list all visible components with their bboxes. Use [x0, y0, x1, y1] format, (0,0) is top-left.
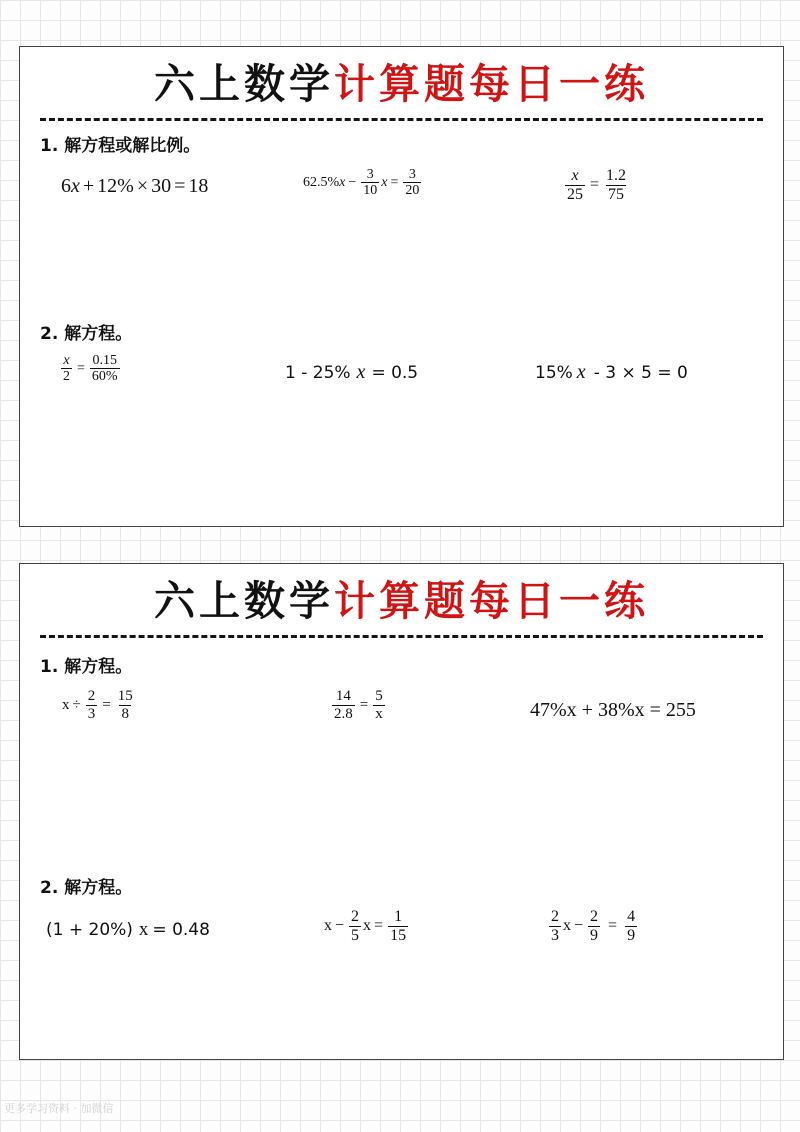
numerator: 3	[366, 167, 374, 182]
fraction	[604, 167, 628, 203]
eq-term: = 0.48	[152, 920, 210, 940]
equation-1b	[330, 688, 387, 722]
fraction	[549, 908, 561, 944]
denominator: 10	[363, 183, 378, 199]
fraction	[588, 908, 600, 944]
numerator: 2	[590, 908, 599, 925]
eq-variable: x	[324, 917, 332, 935]
eq-variable: x	[381, 174, 388, 190]
fraction	[332, 688, 355, 722]
eq-operator: =	[608, 917, 618, 935]
eq-operator: =	[77, 360, 85, 376]
denominator: 9	[590, 926, 599, 944]
numerator: x	[571, 167, 579, 184]
eq-term: 62.5%	[303, 174, 340, 190]
numerator: 15	[117, 688, 133, 704]
equation-1c	[530, 699, 696, 722]
numerator: 0.15	[92, 353, 117, 368]
eq-operator: ×	[136, 175, 149, 197]
fraction	[373, 688, 385, 722]
eq-variable: x	[576, 361, 586, 383]
eq-variable: x	[62, 696, 70, 713]
equation-2c	[547, 908, 639, 944]
eq-variable: x	[563, 917, 571, 935]
numerator: 2	[551, 908, 559, 925]
fraction	[61, 353, 72, 385]
section-1-label: 1. 解方程。	[40, 657, 133, 677]
fraction	[90, 353, 120, 385]
fraction	[349, 908, 361, 944]
fraction	[361, 167, 379, 199]
eq-operator: −	[335, 917, 345, 935]
equation-1a	[62, 688, 137, 722]
denominator: 3	[551, 926, 559, 944]
eq-term: - 3 × 5 = 0	[593, 362, 688, 383]
numerator: 2	[351, 908, 360, 925]
fraction	[565, 167, 585, 203]
equation-1a	[61, 175, 208, 198]
eq-term: 47%x + 38%x = 255	[530, 699, 696, 721]
numerator: 2	[87, 688, 96, 704]
denominator: 3	[87, 705, 96, 722]
eq-operator: =	[359, 696, 369, 713]
denominator: 2	[63, 369, 70, 385]
eq-variable: x	[138, 919, 149, 940]
eq-variable: x	[363, 917, 372, 935]
title-red-part: 计算题每日一练	[334, 60, 649, 108]
eq-operator: −	[348, 174, 357, 190]
eq-variable: x	[339, 174, 346, 190]
worksheet-title	[20, 59, 783, 109]
eq-variable: x	[71, 175, 80, 197]
eq-term: 18	[188, 175, 209, 197]
eq-operator: =	[374, 917, 384, 935]
fraction	[86, 688, 98, 722]
numerator: 1	[394, 908, 403, 925]
denominator: 8	[121, 705, 129, 722]
numerator: 4	[627, 908, 636, 925]
equation-2a	[59, 353, 122, 385]
fraction	[388, 908, 408, 944]
dashed-divider	[40, 118, 763, 121]
equation-1b	[303, 167, 423, 199]
denominator: 5	[351, 926, 360, 944]
watermark-text: 更多学习资料 · 加微信	[4, 1102, 114, 1115]
title-red-part: 计算题每日一练	[334, 577, 649, 625]
eq-term: (1 + 20%)	[46, 920, 133, 940]
eq-term: 1 - 25%	[285, 362, 351, 383]
eq-term: = 0.5	[371, 362, 419, 383]
eq-operator: =	[174, 175, 186, 197]
section-2-label: 2. 解方程。	[40, 324, 133, 344]
denominator: 2.8	[334, 705, 353, 722]
eq-term: 30	[151, 175, 172, 197]
equation-2b	[285, 361, 418, 384]
title-black-part: 六上数学	[154, 60, 334, 108]
fraction	[625, 908, 637, 944]
equation-2c	[535, 361, 688, 384]
section-1-label: 1. 解方程或解比例。	[40, 136, 201, 156]
denominator: 60%	[91, 369, 118, 385]
denominator: 25	[567, 185, 583, 203]
denominator: 15	[390, 926, 407, 944]
eq-operator: =	[390, 174, 399, 190]
denominator: 75	[608, 185, 625, 203]
numerator: 5	[375, 688, 383, 704]
eq-operator: −	[574, 917, 584, 935]
denominator: 9	[627, 926, 636, 944]
eq-operator: +	[82, 175, 95, 197]
numerator: 1.2	[606, 167, 627, 184]
fraction	[403, 167, 421, 199]
eq-operator: =	[590, 176, 600, 194]
eq-operator: ÷	[72, 696, 81, 713]
dashed-divider	[40, 635, 763, 638]
eq-term: 6	[61, 175, 71, 197]
fraction	[116, 688, 135, 722]
section-2-label: 2. 解方程。	[40, 878, 133, 898]
eq-variable: x	[356, 361, 366, 383]
equation-2a	[46, 919, 210, 941]
eq-term: 15%	[535, 362, 573, 383]
equation-2b	[324, 908, 410, 944]
denominator: 20	[405, 183, 420, 199]
equation-1c	[563, 167, 630, 203]
numerator: x	[63, 353, 70, 368]
eq-term: 12%	[97, 175, 134, 197]
title-black-part: 六上数学	[154, 577, 334, 625]
numerator: 3	[408, 167, 416, 182]
worksheet-title	[20, 576, 783, 626]
worksheet-card-2	[19, 563, 784, 1060]
numerator: 14	[335, 688, 351, 704]
eq-operator: =	[102, 696, 111, 713]
denominator: x	[375, 705, 383, 722]
worksheet-card-1	[19, 46, 784, 527]
